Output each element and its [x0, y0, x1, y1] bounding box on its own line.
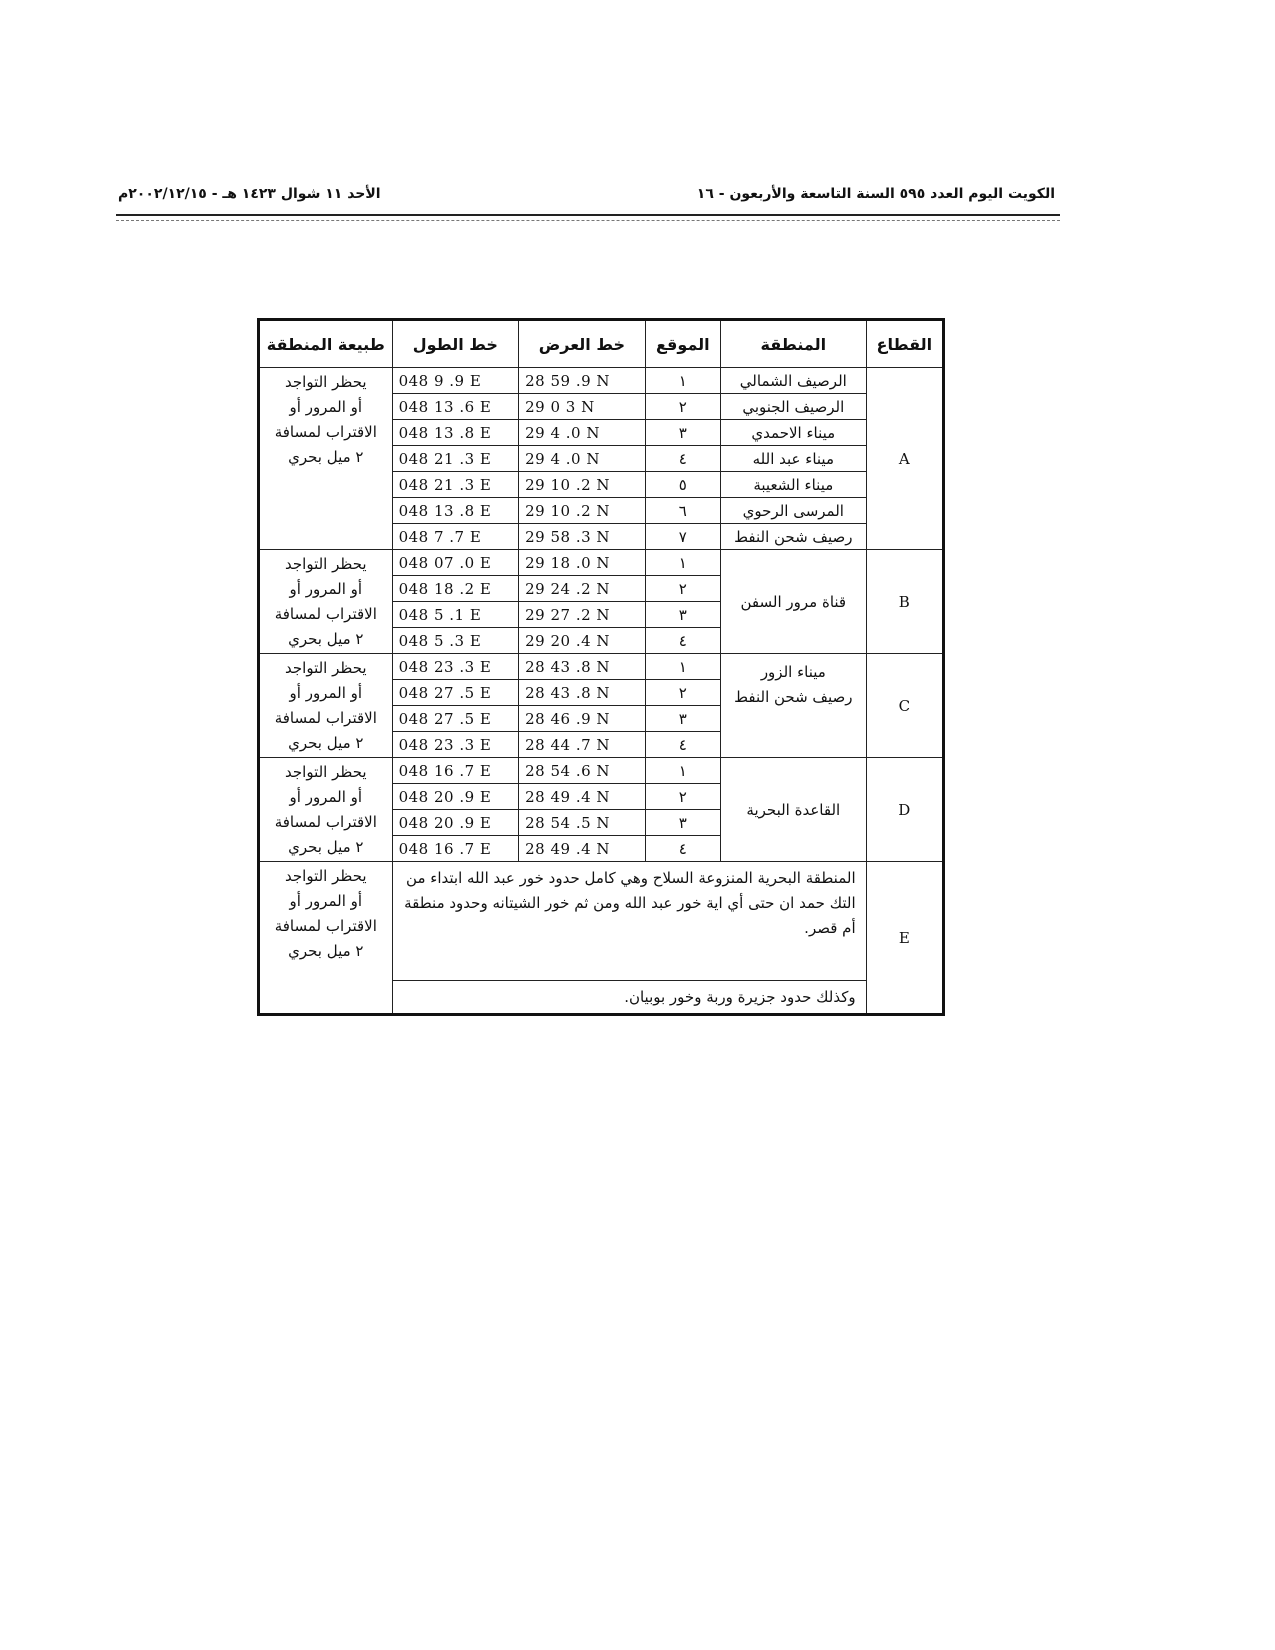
- longitude-cell: 048 18 .2 E: [392, 576, 519, 602]
- latitude-cell: 28 46 .9 N: [519, 706, 646, 732]
- area-cell: المرسى الرحوي: [721, 498, 867, 524]
- position-cell: ١: [645, 550, 720, 576]
- latitude-cell: 29 58 .3 N: [519, 524, 646, 550]
- nature-line: الاقتراب لمسافة: [274, 709, 377, 727]
- longitude-cell: 048 07 .0 E: [392, 550, 519, 576]
- longitude-cell: 048 9 .9 E: [392, 368, 519, 394]
- position-cell: ٣: [645, 602, 720, 628]
- latitude-cell: 29 0 3 N: [519, 394, 646, 420]
- table-row: [259, 654, 944, 680]
- longitude-cell: 048 13 .8 E: [392, 420, 519, 446]
- position-cell: ٤: [645, 446, 720, 472]
- nature-line: الاقتراب لمسافة: [274, 813, 377, 831]
- header-position: الموقع: [645, 320, 720, 368]
- latitude-cell: 28 59 .9 N: [519, 368, 646, 394]
- area-cell: الرصيف الجنوبي: [721, 394, 867, 420]
- header-publication: الكويت اليوم العدد ٥٩٥ السنة التاسعة والأربعون - ١٦: [696, 186, 1055, 202]
- latitude-cell: 28 54 .6 N: [519, 758, 646, 784]
- header-date: الأحد ١١ شوال ١٤٢٣ هـ - ٢٠٠٢/١٢/١٥م: [118, 186, 381, 202]
- area-cell: ميناء الشعيبة: [721, 472, 867, 498]
- position-cell: ٢: [645, 680, 720, 706]
- longitude-cell: 048 21 .3 E: [392, 472, 519, 498]
- nature-line: ٢ ميل بحري: [288, 942, 364, 960]
- longitude-cell: 048 27 .5 E: [392, 706, 519, 732]
- nature-line: الاقتراب لمسافة: [274, 423, 377, 441]
- nature-line: أو المرور أو: [289, 580, 363, 598]
- nature-cell: [259, 654, 393, 758]
- latitude-cell: 29 27 .2 N: [519, 602, 646, 628]
- table-row: [259, 758, 944, 784]
- nature-line: يحظر التواجد: [285, 867, 367, 885]
- header-sector: القطاع: [866, 320, 943, 368]
- position-cell: ١: [645, 654, 720, 680]
- nature-line: أو المرور أو: [289, 398, 363, 416]
- sector-cell: C: [866, 654, 943, 758]
- position-cell: ٢: [645, 394, 720, 420]
- table-header-row: [259, 320, 944, 368]
- sector-cell: B: [866, 550, 943, 654]
- longitude-cell: 048 13 .6 E: [392, 394, 519, 420]
- position-cell: ٢: [645, 576, 720, 602]
- header-area: المنطقة: [721, 320, 867, 368]
- latitude-cell: 28 49 .4 N: [519, 836, 646, 862]
- position-cell: ٦: [645, 498, 720, 524]
- longitude-cell: 048 5 .3 E: [392, 628, 519, 654]
- table-row: [259, 550, 944, 576]
- latitude-cell: 28 44 .7 N: [519, 732, 646, 758]
- nature-line: ٢ ميل بحري: [288, 630, 364, 648]
- position-cell: ٤: [645, 836, 720, 862]
- header-nature: طبيعة المنطقة: [259, 320, 393, 368]
- longitude-cell: 048 5 .1 E: [392, 602, 519, 628]
- nature-cell: [259, 550, 393, 654]
- area-cell: الرصيف الشمالي: [721, 368, 867, 394]
- latitude-cell: 28 54 .5 N: [519, 810, 646, 836]
- latitude-cell: 29 24 .2 N: [519, 576, 646, 602]
- header-rule: [116, 214, 1060, 216]
- area-cell: ميناء عبد الله: [721, 446, 867, 472]
- nature-line: أو المرور أو: [289, 788, 363, 806]
- position-cell: ١: [645, 758, 720, 784]
- nature-line: يحظر التواجد: [285, 763, 367, 781]
- latitude-cell: 28 43 .8 N: [519, 680, 646, 706]
- nature-line: يحظر التواجد: [285, 659, 367, 677]
- nature-line: ٢ ميل بحري: [288, 448, 364, 466]
- longitude-cell: 048 16 .7 E: [392, 758, 519, 784]
- latitude-cell: 29 4 .0 N: [519, 446, 646, 472]
- position-cell: ٤: [645, 732, 720, 758]
- longitude-cell: 048 20 .9 E: [392, 810, 519, 836]
- nature-line: ٢ ميل بحري: [288, 734, 364, 752]
- nature-line: ٢ ميل بحري: [288, 838, 364, 856]
- longitude-cell: 048 13 .8 E: [392, 498, 519, 524]
- position-cell: ٢: [645, 784, 720, 810]
- latitude-cell: 29 4 .0 N: [519, 420, 646, 446]
- position-cell: ١: [645, 368, 720, 394]
- area-cell: قناة مرور السفن: [721, 550, 867, 654]
- latitude-cell: 28 49 .4 N: [519, 784, 646, 810]
- longitude-cell: 048 23 .3 E: [392, 732, 519, 758]
- position-cell: ٤: [645, 628, 720, 654]
- header-latitude: خط العرض: [519, 320, 646, 368]
- position-cell: ٥: [645, 472, 720, 498]
- longitude-cell: 048 23 .3 E: [392, 654, 519, 680]
- nature-cell: [259, 758, 393, 862]
- latitude-cell: 29 20 .4 N: [519, 628, 646, 654]
- position-cell: ٣: [645, 810, 720, 836]
- table-row: [259, 368, 944, 394]
- area-cell: رصيف شحن النفط: [721, 524, 867, 550]
- area-cell: القاعدة البحرية: [721, 758, 867, 862]
- nature-line: أو المرور أو: [289, 684, 363, 702]
- area-line: رصيف شحن النفط: [734, 688, 853, 706]
- table-row: [259, 862, 944, 981]
- position-cell: ٣: [645, 706, 720, 732]
- nature-line: أو المرور أو: [289, 892, 363, 910]
- sector-e-description: المنطقة البحرية المنزوعة السلاح وهي كامل حدود خور عبد الله ابتداء من التك حمد ان حتى أي اية خور عبد الله ومن ثم خور الشيتانه وحدود منطقة أم قصر.: [392, 862, 866, 981]
- nature-line: الاقتراب لمسافة: [274, 917, 377, 935]
- sector-cell: D: [866, 758, 943, 862]
- latitude-cell: 29 18 .0 N: [519, 550, 646, 576]
- position-cell: ٣: [645, 420, 720, 446]
- longitude-cell: 048 7 .7 E: [392, 524, 519, 550]
- nature-line: يحظر التواجد: [285, 373, 367, 391]
- nature-line: يحظر التواجد: [285, 555, 367, 573]
- sector-e-description-extra: وكذلك حدود جزيرة وربة وخور بوبيان.: [392, 981, 866, 1015]
- header-longitude: خط الطول: [392, 320, 519, 368]
- sector-cell: A: [866, 368, 943, 550]
- area-cell: [721, 654, 867, 758]
- nature-line: الاقتراب لمسافة: [274, 605, 377, 623]
- latitude-cell: 28 43 .8 N: [519, 654, 646, 680]
- header-rule-dashed: [116, 220, 1060, 221]
- latitude-cell: 29 10 .2 N: [519, 472, 646, 498]
- latitude-cell: 29 10 .2 N: [519, 498, 646, 524]
- longitude-cell: 048 27 .5 E: [392, 680, 519, 706]
- longitude-cell: 048 21 .3 E: [392, 446, 519, 472]
- area-line: ميناء الزور: [760, 663, 826, 681]
- position-cell: ٧: [645, 524, 720, 550]
- longitude-cell: 048 20 .9 E: [392, 784, 519, 810]
- area-cell: ميناء الاحمدي: [721, 420, 867, 446]
- longitude-cell: 048 16 .7 E: [392, 836, 519, 862]
- sector-cell: E: [866, 862, 943, 1015]
- nature-cell: [259, 862, 393, 1015]
- nature-cell: [259, 368, 393, 550]
- coordinates-table: [257, 318, 945, 1016]
